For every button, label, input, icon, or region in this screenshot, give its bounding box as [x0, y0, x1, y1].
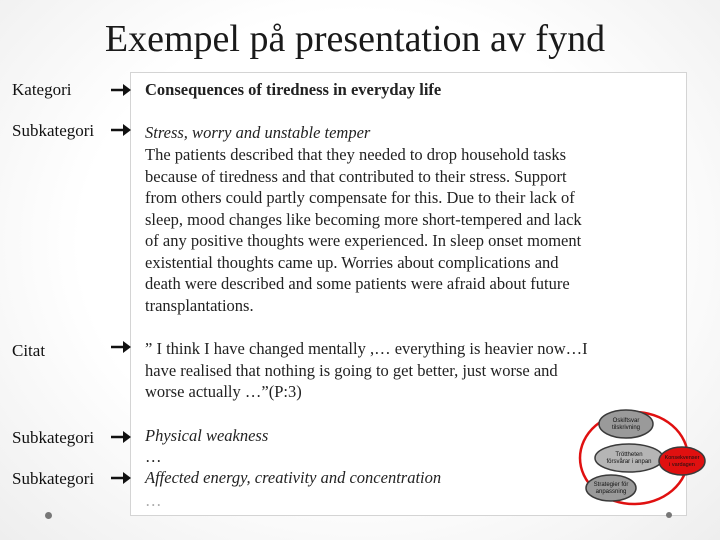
- node-right-text: i vardagen: [669, 462, 695, 468]
- page-title: Exempel på presentation av fynd: [104, 18, 606, 60]
- subkategori-1-line: death were described and some patients were afraid about future: [145, 274, 570, 293]
- arrow-right-icon: [111, 341, 131, 353]
- subkategori-2-ellipsis: …: [145, 447, 162, 466]
- subkategori-2-heading: Physical weakness: [145, 426, 269, 445]
- label-subkategori-1: Subkategori: [12, 121, 95, 140]
- subkategori-1-line: because of tiredness and that contributed to their stress. Support: [145, 166, 567, 186]
- citat-line: ” I think I have changed mentally ,… everything is heavier now…I: [145, 339, 588, 358]
- node-middle-text: Tröttheten: [615, 452, 643, 458]
- node-right: [659, 447, 705, 475]
- subkategori-3-heading: Affected energy, creativity and concentration: [145, 468, 442, 487]
- node-right-text: Konsekvenser: [664, 455, 700, 461]
- node-middle-text: försvårar i anpan: [606, 459, 652, 465]
- label-kategori: Kategori: [12, 80, 72, 99]
- subkategori-3-ellipsis: …: [145, 491, 162, 510]
- citat-line: worse actually …”(P:3): [145, 382, 302, 401]
- label-subkategori-2: Subkategori: [12, 428, 95, 447]
- process-diagram: [566, 402, 706, 512]
- node-bottom-text: Strategier för: [593, 482, 629, 488]
- node-bottom-text: anpassning: [595, 489, 627, 495]
- bullet-dot: [45, 512, 52, 519]
- arrow-right-icon: [111, 124, 131, 136]
- arrow-right-icon: [111, 431, 131, 443]
- node-top-text: tilskrivning: [611, 425, 641, 431]
- subkategori-1-line: sleep, mood changes like becoming more short-tempered and lack: [145, 209, 582, 229]
- node-top: [599, 410, 653, 438]
- arrow-right-icon: [111, 84, 131, 96]
- label-subkategori-3: Subkategori: [12, 469, 95, 488]
- arrow-right-icon: [111, 472, 131, 484]
- subkategori-1-line: The patients described that they needed to drop household tasks: [145, 145, 567, 164]
- node-middle: [595, 444, 663, 472]
- subkategori-1-line: of any positive thoughts were experienced. In sleep onset moment: [145, 231, 582, 250]
- subkategori-1-line: transplantations.: [145, 295, 254, 315]
- label-citat: Citat: [12, 341, 46, 360]
- node-top-text: Oskiftsvar: [612, 418, 640, 424]
- node-bottom: [586, 475, 636, 501]
- subkategori-1-line: existential thoughts came up. Worries about complications and: [145, 252, 559, 272]
- kategori-text: Consequences of tiredness in everyday life: [145, 80, 442, 99]
- subkategori-1-heading: Stress, worry and unstable temper: [145, 123, 371, 142]
- bullet-dot: [666, 512, 672, 518]
- citat-line: have realised that nothing is going to get better, just worse and: [145, 360, 558, 380]
- subkategori-1-line: from others could partly compensate for this. Due to their lack of: [145, 188, 575, 207]
